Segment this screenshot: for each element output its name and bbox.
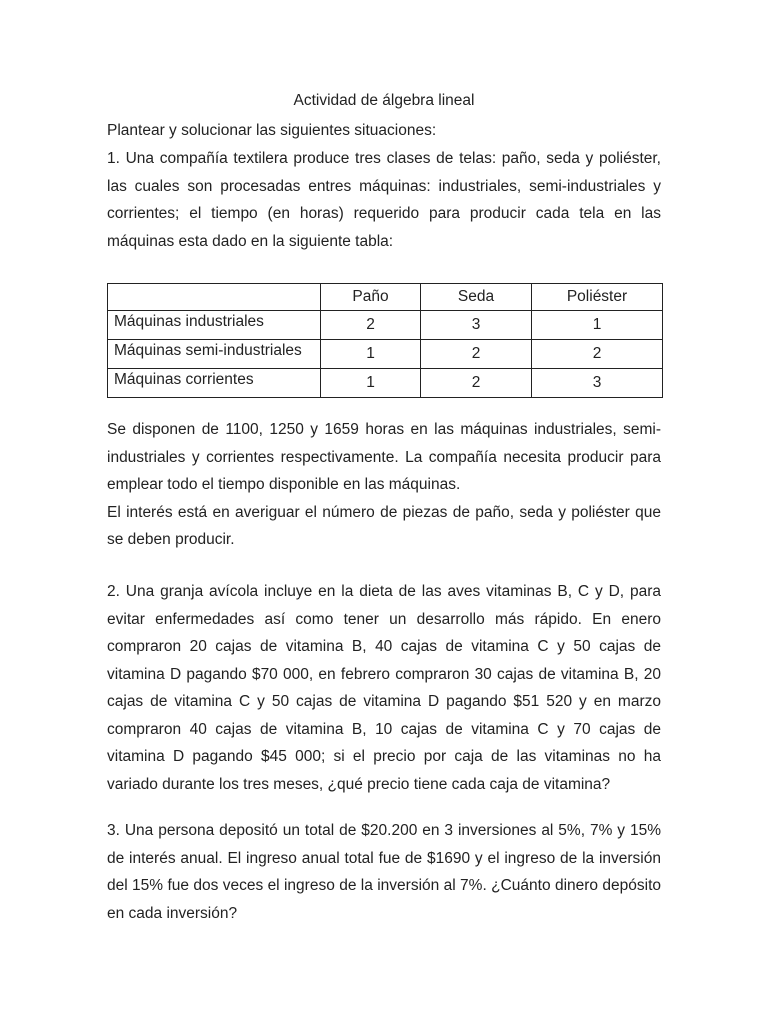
table-header-cell: Poliéster <box>532 284 663 311</box>
table-cell: 3 <box>421 311 532 340</box>
table-cell: 2 <box>532 340 663 369</box>
problem-3-text: 3. Una persona depositó un total de $20.200 en 3 inversiones al 5%, 7% y 15% de interés anual. El ingreso anual total fue de $1690 y el ingreso de la inversión del 15% fue dos veces el ingreso de la inversión al 7%. ¿Cuánto dinero depósito en cada inversión? <box>107 822 661 922</box>
table-header-row <box>108 284 663 311</box>
intro-paragraph <box>107 117 661 145</box>
table-cell: 2 <box>421 369 532 398</box>
table-cell: 3 <box>532 369 663 398</box>
table-header-cell <box>108 284 321 311</box>
problem-1-statement <box>107 145 661 255</box>
problem-1-text: 1. Una compañía textilera produce tres clases de telas: paño, seda y poliéster, las cuales son procesadas entres máquinas: industriales, semi-industriales y corrientes; el tiempo (en horas) requerido para producir cada tela en las máquinas esta dado en la siguiente tabla: <box>107 150 661 250</box>
table-row <box>108 340 663 369</box>
table-cell: 2 <box>321 311 421 340</box>
table-header-cell: Paño <box>321 284 421 311</box>
intro-text: Plantear y solucionar las siguientes situaciones: <box>107 122 437 139</box>
table-row-label: Máquinas corrientes <box>108 369 321 398</box>
table-cell: 1 <box>321 340 421 369</box>
problem-2 <box>107 578 661 798</box>
document-title: Actividad de álgebra lineal <box>293 92 475 109</box>
table-header-cell: Seda <box>421 284 532 311</box>
problem-1-question: El interés está en averiguar el número de piezas de paño, seda y poliéster que se deben producir. <box>107 503 661 548</box>
table-row-label: Máquinas semi-industriales <box>108 340 321 369</box>
machine-hours-table <box>107 283 663 398</box>
table-row-label: Máquinas industriales <box>108 311 321 340</box>
table-row <box>108 369 663 398</box>
problem-2-text: 2. Una granja avícola incluye en la dieta de las aves vitaminas B, C y D, para evitar enfermedades así como tener un desarrollo más rápido. En enero compraron 20 cajas de vitamina B, 40 cajas de vitamina C y 50 cajas de vitamina D pagando $70 000, en febrero compraron 30 cajas de vitamina B, 20 cajas de vitamina C y 50 cajas de vitamina D pagando $51 520 y en marzo compraron 40 cajas de vitamina B, 10 cajas de vitamina C y 70 cajas de vitamina D pagando $45 000; si el precio por caja de las vitaminas no ha variado durante los tres meses, ¿qué precio tiene cada caja de vitamina? <box>107 583 661 793</box>
table-cell: 2 <box>421 340 532 369</box>
table-row <box>108 311 663 340</box>
problem-1-after-table: Se disponen de 1100, 1250 y 1659 horas en las máquinas industriales, semi-industriales y corrientes respectivamente. La compañía necesita producir para emplear todo el tiempo disponible en las máquinas. <box>107 421 661 493</box>
table-cell: 1 <box>321 369 421 398</box>
problem-3 <box>107 817 661 927</box>
table-cell: 1 <box>532 311 663 340</box>
problem-1-continuation <box>107 416 661 554</box>
